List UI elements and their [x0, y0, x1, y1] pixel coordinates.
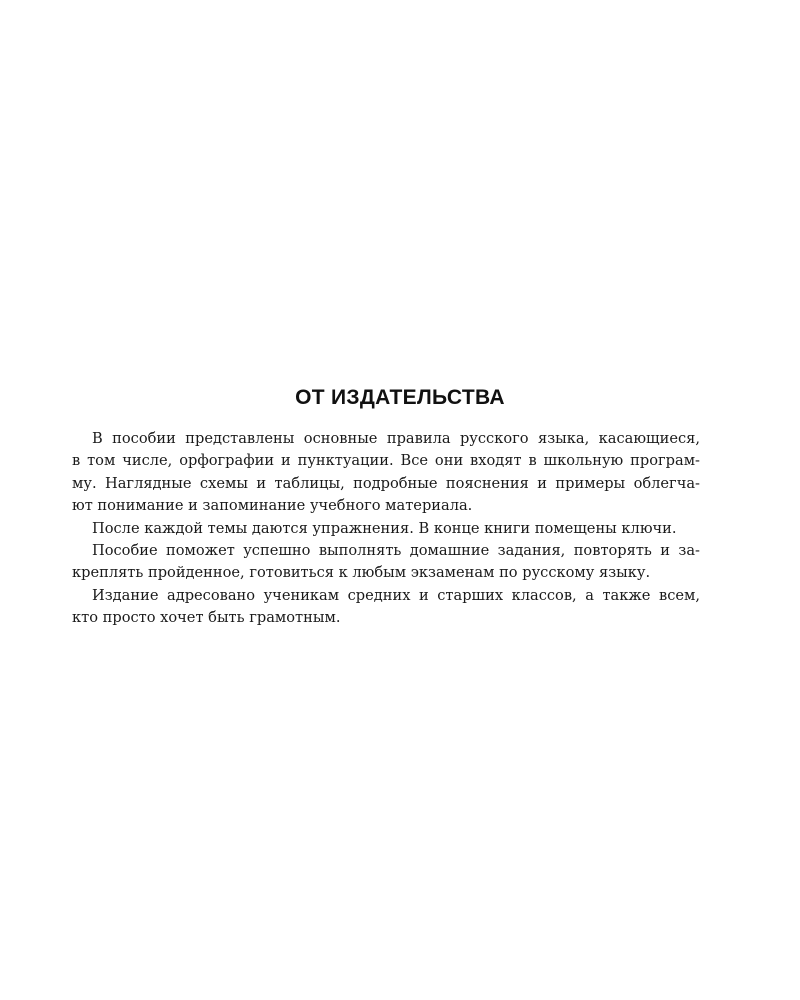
page-title: ОТ ИЗДАТЕЛЬСТВА [295, 386, 505, 409]
text-line: кто просто хочет быть грамотным. [72, 609, 341, 627]
paragraph-4 [72, 585, 700, 630]
text-line: В пособии представлены основные правила русского языка, касающиеся, [92, 430, 700, 447]
text-line: в том числе, орфографии и пунктуации. Все они входят в школьную програм- [72, 452, 700, 470]
text-line: креплять пройденное, готовиться к любым экзаменам по русскому языку. [72, 564, 651, 582]
text-line: Пособие поможет успешно выполнять домашние задания, повторять и за- [92, 541, 700, 559]
paragraph-1 [72, 428, 700, 518]
text-line: ют понимание и запоминание учебного материала. [72, 497, 473, 515]
text-line: После каждой темы даются упражнения. В конце книги помещены ключи. [92, 519, 677, 537]
paragraph-3 [72, 540, 700, 585]
paragraph-2 [72, 518, 700, 540]
publisher-note-body [72, 428, 700, 630]
text-line: му. Наглядные схемы и таблицы, подробные пояснения и примеры облегча- [72, 474, 700, 492]
text-line: Издание адресовано ученикам средних и старших классов, а также всем, [92, 586, 700, 604]
